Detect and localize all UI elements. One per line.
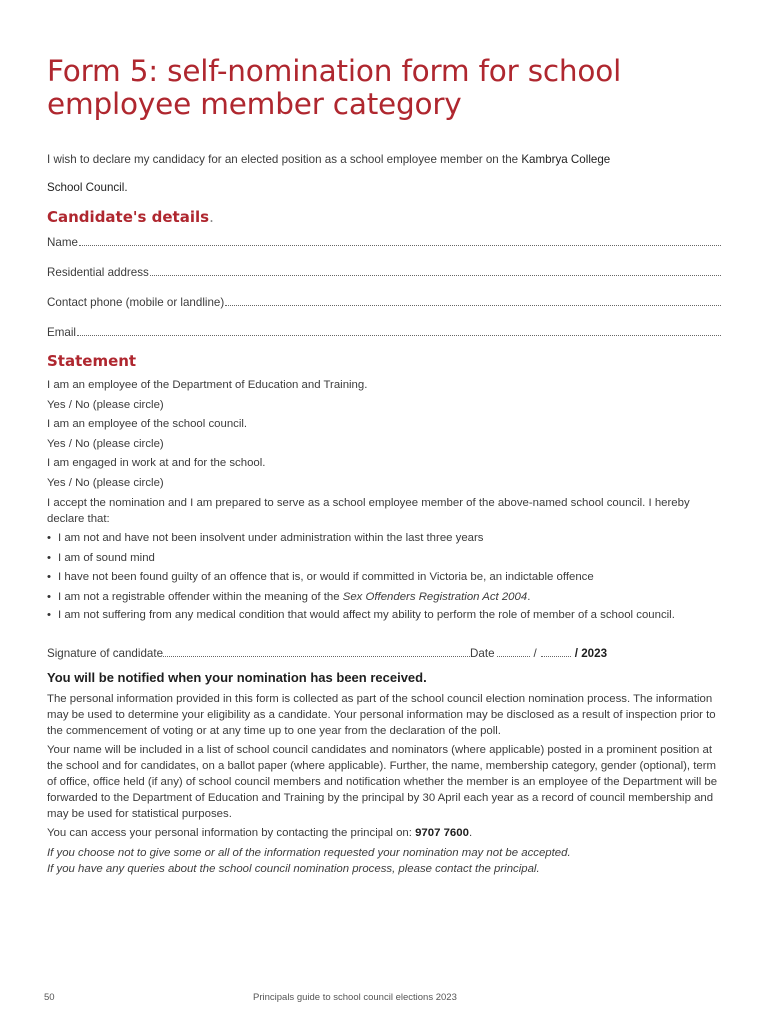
privacy-paragraph-1: The personal information provided in this form is collected as part of the school council election nomination process. The information may be used to determine your eligibility as a candidate. Your personal information may be disclosed as a result of inspection prior to the commencement of voting or at any time up to one year from the declaration of the poll.	[47, 693, 716, 737]
list-item: • I am not and have not been insolvent under administration within the last three years	[47, 529, 723, 549]
list-item: • I am not suffering from any medical condition that would affect my ability to perform the role of member of a school council.	[47, 607, 723, 623]
email-field[interactable]	[47, 326, 721, 339]
school-council: School Council.	[47, 181, 128, 194]
year-value: 2023	[581, 647, 608, 660]
date-day-line[interactable]	[497, 647, 530, 657]
candidate-details-heading-text: Candidate's details	[47, 208, 210, 226]
footer-guide-title: Principals guide to school council elections 2023	[253, 992, 457, 1003]
address-field[interactable]	[47, 266, 721, 279]
page-number: 50	[44, 992, 55, 1003]
privacy-paragraph-3	[47, 825, 727, 841]
list-item: • I have not been found guilty of an offence that is, or would if committed in Victoria be, an indictable offence	[47, 568, 723, 588]
statement-line-1: I am an employee of the Department of Education and Training.	[47, 379, 368, 391]
intro-text: I wish to declare my candidacy for an elected position as a school employee member on the	[47, 153, 522, 166]
italic-note-1: If you choose not to give some or all of the information requested your nomination may not be accepted.	[47, 847, 571, 859]
address-line[interactable]	[150, 266, 721, 276]
list-item-end: .	[527, 590, 531, 603]
accept-declaration: I accept the nomination and I am prepared to serve as a school employee member of the above-named school council. I hereby declare that:	[47, 497, 690, 525]
form-title: Form 5: self-nomination form for school employee member category	[47, 54, 622, 121]
date-label: Date	[470, 647, 495, 660]
italic-note-2: If you have any queries about the school council nomination process, please contact the principal.	[47, 863, 540, 875]
declaration-list	[47, 529, 723, 623]
signature-line[interactable]	[163, 647, 470, 657]
candidate-details-heading	[47, 208, 214, 226]
signature-row	[47, 647, 607, 660]
principal-phone: 9707 7600	[415, 827, 469, 839]
date-slash-2: /	[574, 647, 578, 660]
phone-label: Contact phone (mobile or landline)	[47, 296, 225, 309]
intro-paragraph	[47, 146, 723, 202]
act-name: Sex Offenders Registration Act 2004	[342, 590, 528, 603]
name-line[interactable]	[79, 236, 721, 246]
statement-heading: Statement	[47, 352, 137, 370]
signature-label: Signature of candidate	[47, 647, 164, 660]
address-label: Residential address	[47, 266, 149, 279]
statement-body	[47, 376, 723, 623]
privacy-statement	[47, 691, 727, 877]
list-item-text: I am not a registrable offender within the meaning of the	[58, 590, 343, 603]
email-label: Email	[47, 326, 76, 339]
access-text: You can access your personal information by contacting the principal on:	[47, 827, 416, 839]
name-field[interactable]	[47, 236, 721, 249]
date-month-line[interactable]	[541, 647, 571, 657]
date-year	[575, 647, 607, 660]
email-line[interactable]	[77, 326, 721, 336]
date-slash-1: /	[533, 647, 537, 660]
notification-heading: You will be notified when your nomination has been received.	[47, 670, 427, 685]
yes-no-1[interactable]: Yes / No (please circle)	[47, 398, 164, 411]
list-item	[47, 588, 723, 608]
yes-no-2[interactable]: Yes / No (please circle)	[47, 437, 164, 450]
phone-field[interactable]	[47, 296, 721, 309]
phone-line[interactable]	[225, 296, 721, 306]
name-label: Name	[47, 236, 78, 249]
privacy-paragraph-2: Your name will be included in a list of school council candidates and nominators (where applicable) posted in a prominent position at the school and for candidates, on a ballot paper (where applicable). Further, the name, membership category, gender (optional), term of office, office held (if any) of school council members and notification whether the member is an employee of the Department will be forwarded to the Department of Education and Training by the principal by 30 April each year as a record of council membership and may be used for statistical purposes.	[47, 744, 718, 820]
list-item: • I am of sound mind	[47, 549, 723, 569]
school-name: Kambrya College	[521, 153, 611, 166]
heading-dot: .	[209, 208, 214, 226]
statement-line-3: I am engaged in work at and for the school.	[47, 457, 266, 469]
statement-line-2: I am an employee of the school council.	[47, 418, 248, 430]
yes-no-3[interactable]: Yes / No (please circle)	[47, 476, 164, 489]
access-text-end: .	[468, 827, 473, 839]
